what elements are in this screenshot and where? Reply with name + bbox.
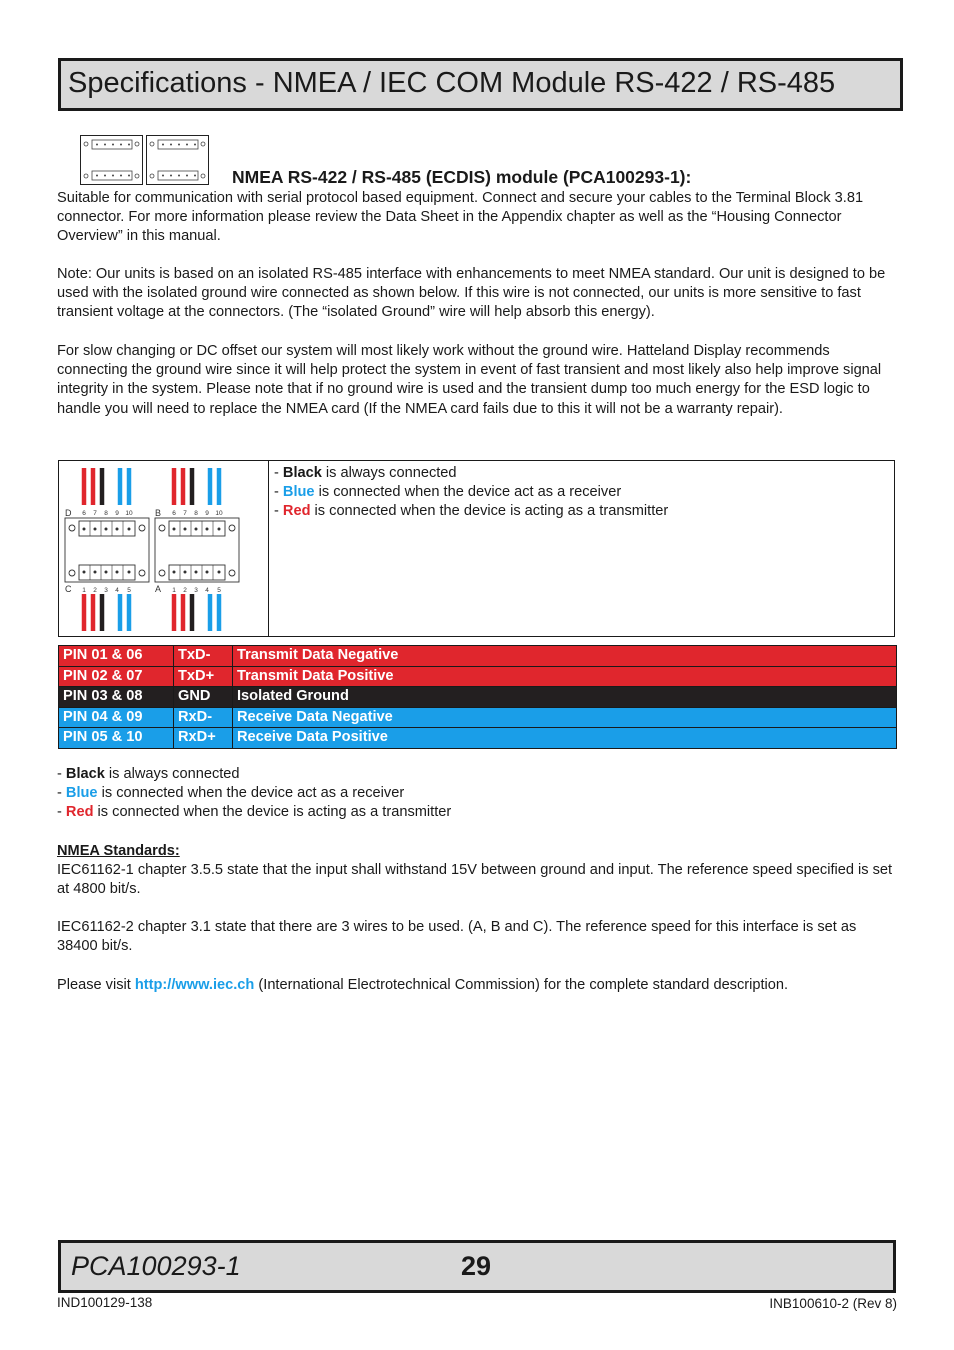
iec-link[interactable]: http://www.iec.ch [134, 977, 255, 993]
connector-thumbnail-icon [80, 135, 210, 185]
description-cell: Receive Data Negative [233, 707, 897, 728]
ground-wire-paragraph: For slow changing or DC offset our system will most likely work without the ground wire. Hatteland Display recommends connecting the ground wire since it will help protect the system in event of fast transient and most likely also help improve signal integrity in the system. Please note that if no ground wire is used and the transient dump too much energy for the ESD logic to handle you will need to replace the NMEA card (If the NMEA card fails due to this it will not be a warranty repair). [57, 343, 882, 417]
pin-cell: PIN 01 & 06 [59, 646, 174, 667]
pin-label-top: 7 [183, 510, 187, 517]
note-black: - Black is always connected [274, 465, 457, 481]
footer-bar [58, 1240, 896, 1293]
label-b: B [155, 508, 162, 518]
pin-label-bottom: 3 [194, 587, 198, 594]
note-red: - Red is connected when the device is acting as a transmitter [57, 804, 452, 821]
wire-color-notes-repeat [57, 765, 451, 823]
signal-cell: RxD+ [174, 728, 233, 749]
pin-label-top: 8 [104, 510, 108, 517]
part-number: PCA100293-1 [71, 1251, 241, 1281]
description-cell: Isolated Ground [233, 687, 897, 708]
table-row [59, 666, 897, 687]
pin-label-top: 6 [172, 510, 176, 517]
wiring-diagram-box [58, 460, 895, 637]
table-row [59, 728, 897, 749]
table-row [59, 707, 897, 728]
pin-label-bottom: 3 [104, 587, 108, 594]
pin-label-top: 10 [125, 510, 133, 517]
signal-cell: TxD- [174, 646, 233, 667]
pin-label-bottom: 5 [127, 587, 131, 594]
document-id-left: IND100129-138 [57, 1295, 153, 1310]
document-id-right: INB100610-2 (Rev 8) [769, 1296, 897, 1311]
page-title-bar [58, 58, 903, 111]
visit-paragraph: Please visit http://www.iec.ch (International Electrotechnical Commission) for the complete standard description. [57, 977, 789, 993]
pin-cell: PIN 04 & 09 [59, 707, 174, 728]
pin-label-bottom: 1 [172, 587, 176, 594]
description-cell: Transmit Data Positive [233, 666, 897, 687]
table-row [59, 646, 897, 667]
note-red: - Red is connected when the device is acting as a transmitter [274, 503, 669, 520]
note-blue: - Blue is connected when the device act as a receiver [57, 785, 405, 802]
pin-cell: PIN 02 & 07 [59, 666, 174, 687]
pin-label-top: 9 [205, 510, 209, 517]
wire-color-notes [274, 464, 668, 522]
pin-cell: PIN 05 & 10 [59, 728, 174, 749]
signal-cell: GND [174, 687, 233, 708]
standard-iec61162-1: IEC61162-1 chapter 3.5.5 state that the input shall withstand 15V between ground and input. The reference speed specified is set at 4800 bit/s. [57, 862, 893, 898]
pin-label-bottom: 1 [82, 587, 86, 594]
note-black: - Black is always connected [57, 766, 240, 782]
pin-label-top: 9 [115, 510, 119, 517]
description-cell: Transmit Data Negative [233, 646, 897, 667]
connector-wiring-diagram [59, 461, 269, 636]
pin-label-bottom: 2 [93, 587, 97, 594]
pin-label-top: 6 [82, 510, 86, 517]
wiring-diagram-svg [59, 461, 268, 636]
pin-label-bottom: 2 [183, 587, 187, 594]
pin-label-top: 8 [194, 510, 198, 517]
pin-label-bottom: 4 [205, 587, 209, 594]
note-paragraph: Note: Our units is based on an isolated RS-485 interface with enhancements to meet NMEA standard. Our unit is designed to be used with the isolated ground wire connected as shown below. If this wire is not connected, our units is more sensitive to fast transient voltage at the connectors. (The “isolated Ground” wire will help absorb this energy). [57, 266, 886, 321]
module-heading: NMEA RS-422 / RS-485 (ECDIS) module (PCA100293-1): [232, 167, 692, 187]
pin-label-top: 7 [93, 510, 97, 517]
page-title: Specifications - NMEA / IEC COM Module RS-422 / RS-485 [68, 67, 836, 99]
standard-iec61162-2: IEC61162-2 chapter 3.1 state that there are 3 wires to be used. (A, B and C). The reference speed for this interface is set as 38400 bit/s. [57, 919, 857, 955]
signal-cell: TxD+ [174, 666, 233, 687]
signal-cell: RxD- [174, 707, 233, 728]
label-c: C [65, 584, 72, 594]
pin-label-top: 10 [215, 510, 223, 517]
pin-label-bottom: 4 [115, 587, 119, 594]
pin-label-bottom: 5 [217, 587, 221, 594]
note-blue: - Blue is connected when the device act as a receiver [274, 484, 622, 501]
description-cell: Receive Data Positive [233, 728, 897, 749]
pin-cell: PIN 03 & 08 [59, 687, 174, 708]
page-number: 29 [461, 1251, 492, 1281]
table-row [59, 687, 897, 708]
label-d: D [65, 508, 72, 518]
pin-assignment-table [58, 645, 897, 749]
intro-paragraph: Suitable for communication with serial protocol based equipment. Connect and secure your cables to the Terminal Block 3.81 connector. For more information please review the Data Sheet in the Appendix chapter as well as the “Housing Connector Overview” in this manual. [57, 190, 864, 245]
standards-heading: NMEA Standards: [57, 843, 180, 859]
label-a: A [155, 584, 162, 594]
